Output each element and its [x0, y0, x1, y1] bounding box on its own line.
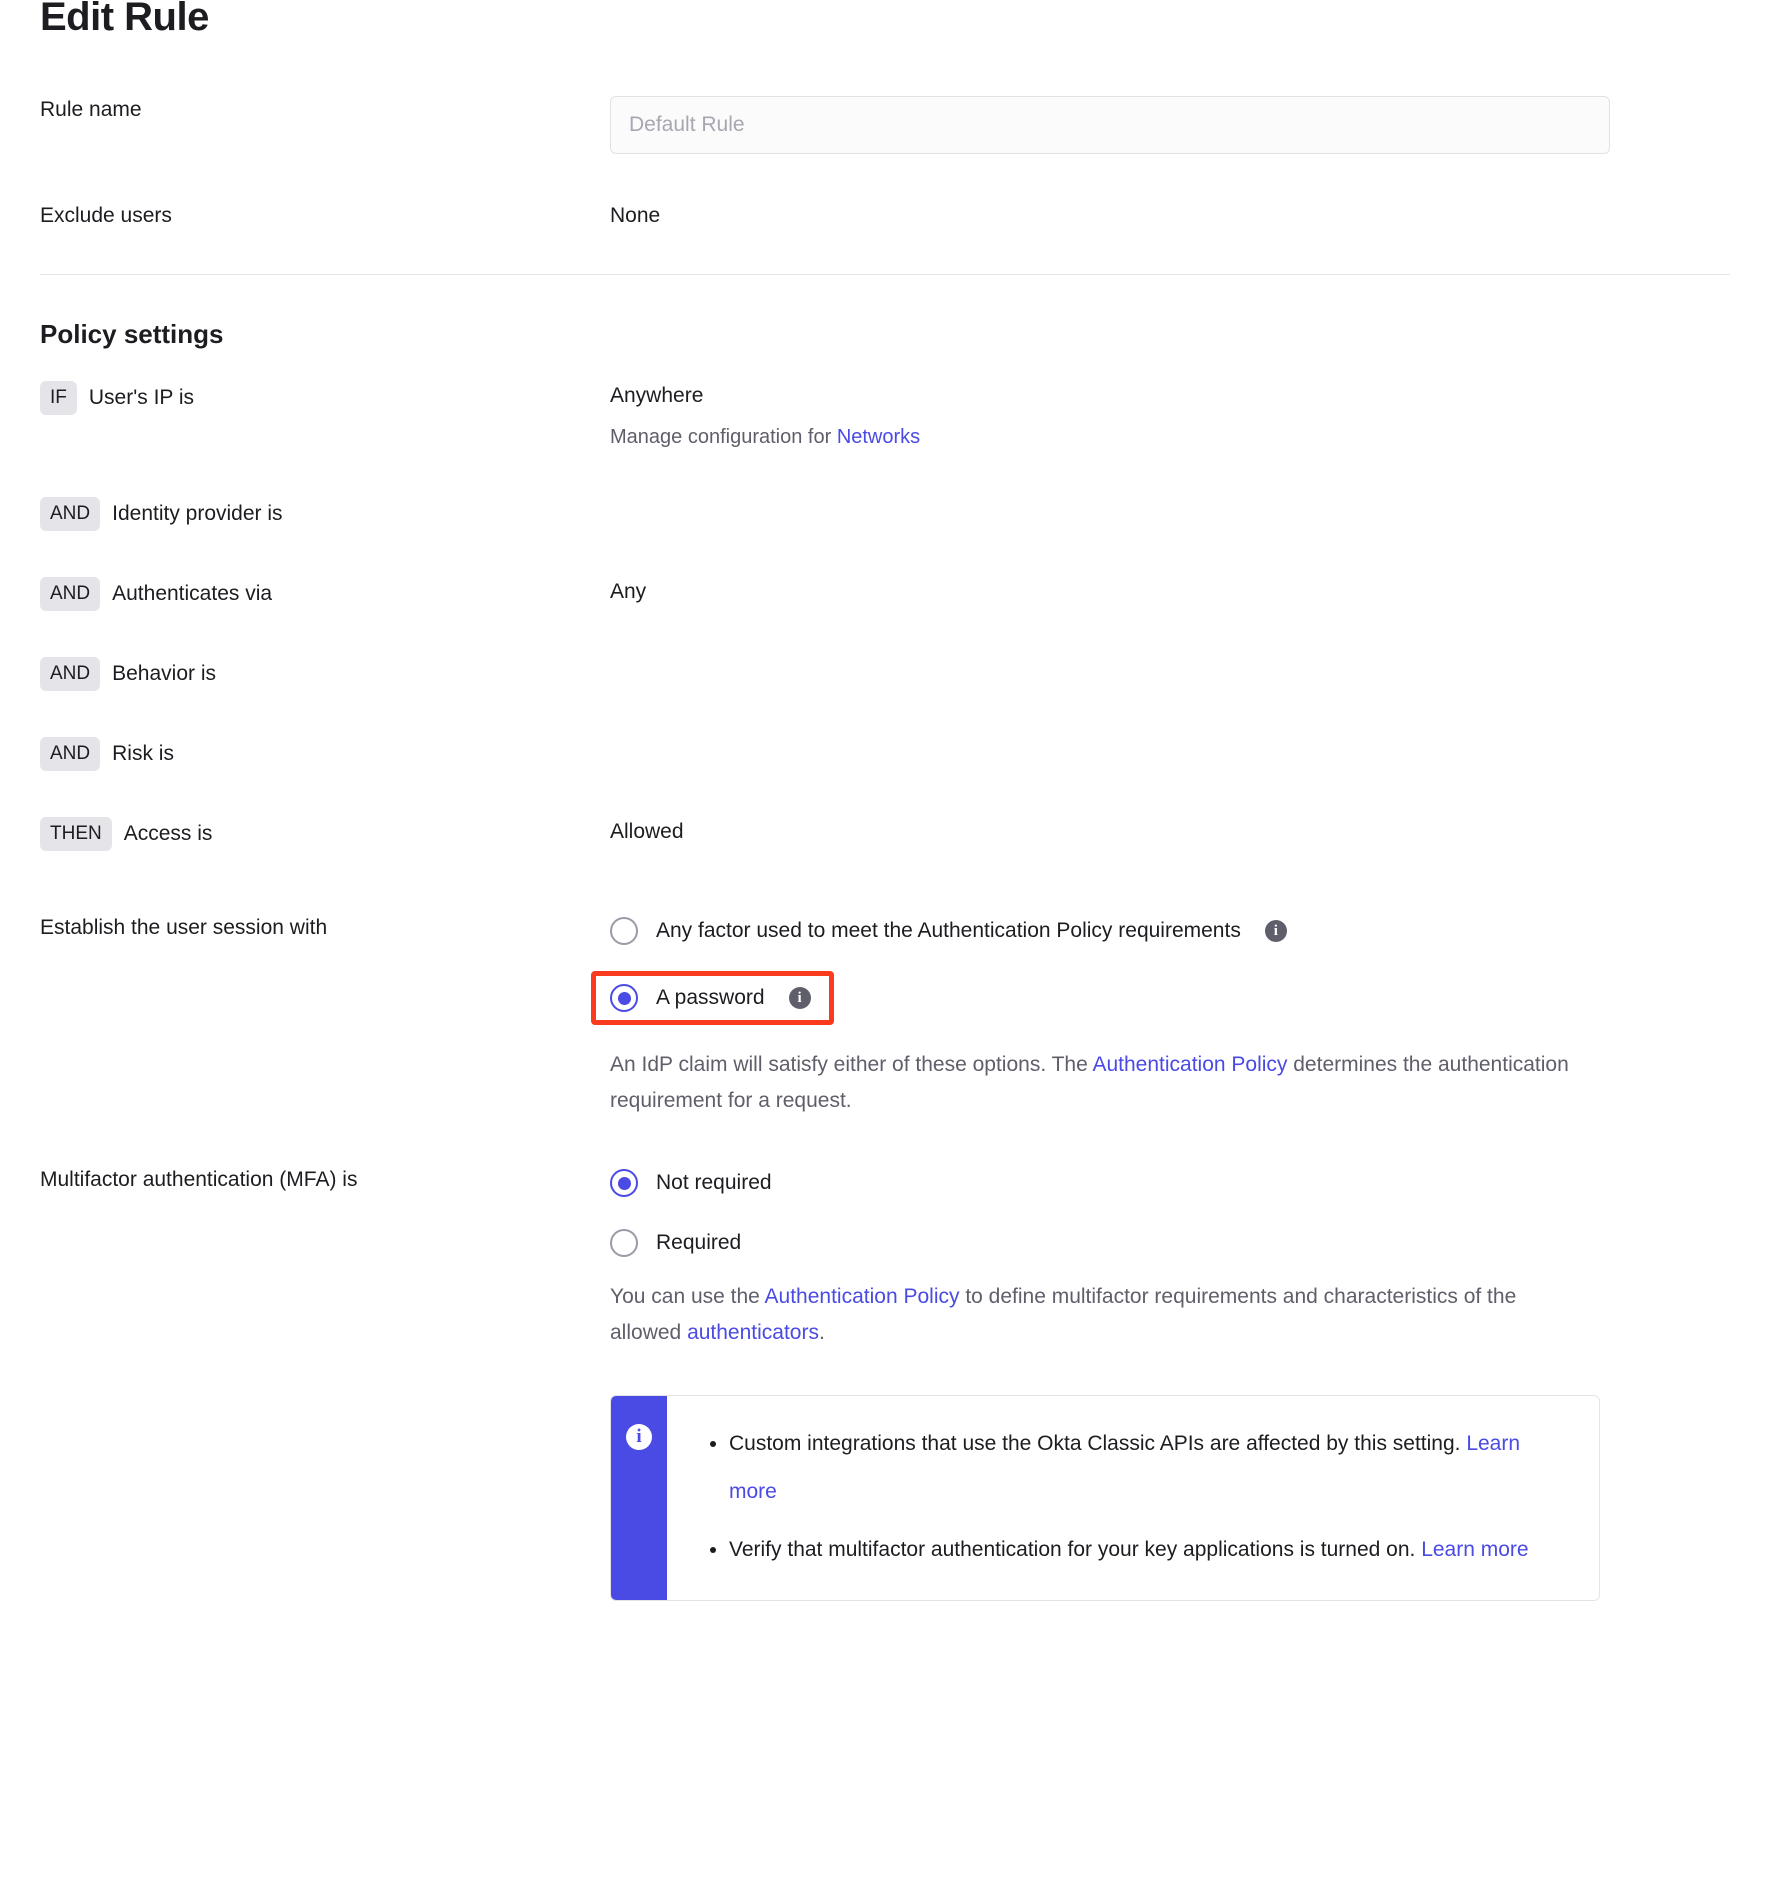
- condition-label-access: Access is: [123, 822, 213, 845]
- condition-label-risk: Risk is: [112, 742, 174, 765]
- page-title: Edit Rule: [40, 0, 209, 34]
- condition-value-authenticates-via: Any: [610, 580, 647, 603]
- session-helper-text: [610, 1047, 1600, 1119]
- session-label-wrap: [40, 913, 610, 943]
- authenticators-link[interactable]: authenticators: [687, 1321, 819, 1344]
- condition-row-access: [40, 817, 1730, 851]
- radio-not-required-icon[interactable]: [610, 1169, 638, 1197]
- learn-more-link-1[interactable]: Learn more: [729, 1432, 1521, 1503]
- condition-row-authenticates-via: [40, 577, 1730, 611]
- session-options: [610, 913, 1730, 1119]
- condition-value-access: Allowed: [610, 820, 684, 843]
- rule-name-label: Rule name: [40, 98, 142, 121]
- rule-name-input[interactable]: [610, 96, 1610, 154]
- callout-body: [667, 1396, 1599, 1600]
- condition-chip-and-4: AND: [40, 737, 100, 771]
- condition-label-user-ip: User's IP is: [88, 386, 195, 409]
- authentication-policy-link-2[interactable]: Authentication Policy: [764, 1285, 960, 1308]
- mfa-radio-group: [610, 1169, 1730, 1257]
- session-option-any-factor[interactable]: [610, 917, 1730, 945]
- info-icon-a-password[interactable]: i: [789, 987, 811, 1009]
- condition-left-authenticates-via: [40, 577, 610, 611]
- mfa-helper-part1: You can use the: [610, 1285, 765, 1308]
- callout-list: [703, 1420, 1569, 1574]
- mfa-option-required[interactable]: [610, 1229, 1730, 1257]
- mfa-helper-part3: .: [818, 1321, 825, 1344]
- session-option-password-wrap: [610, 971, 1730, 1025]
- session-radio-group: [610, 917, 1730, 1025]
- condition-row-behavior: [40, 657, 1730, 691]
- condition-chip-then: THEN: [40, 817, 112, 851]
- learn-more-link-2[interactable]: Learn more: [1421, 1538, 1529, 1561]
- condition-left-access: [40, 817, 610, 851]
- condition-row-user-ip: [40, 381, 1730, 451]
- exclude-users-row: [40, 202, 1730, 230]
- condition-label-identity-provider: Identity provider is: [112, 502, 283, 525]
- mfa-option-not-required[interactable]: [610, 1169, 1730, 1197]
- radio-required-icon[interactable]: [610, 1229, 638, 1257]
- condition-left-identity-provider: [40, 497, 610, 531]
- condition-row-identity-provider: [40, 497, 1730, 531]
- condition-label-authenticates-via: Authenticates via: [112, 582, 273, 605]
- session-helper-part1: An IdP claim will satisfy either of these options. The: [610, 1053, 1093, 1076]
- radio-any-factor-icon[interactable]: [610, 917, 638, 945]
- mfa-option-not-required-label: Not required: [656, 1171, 772, 1194]
- condition-chip-and-3: AND: [40, 657, 100, 691]
- info-icon-callout: i: [626, 1424, 652, 1450]
- rule-name-field-wrap: [610, 96, 1730, 154]
- session-row: [40, 913, 1730, 1119]
- condition-label-behavior: Behavior is: [112, 662, 217, 685]
- condition-chip-if: IF: [40, 381, 77, 415]
- mfa-option-required-label: Required: [656, 1231, 742, 1254]
- policy-settings-heading: Policy settings: [40, 319, 224, 349]
- condition-left-behavior: [40, 657, 610, 691]
- mfa-helper-text: [610, 1279, 1570, 1351]
- authentication-policy-link-1[interactable]: Authentication Policy: [1092, 1053, 1288, 1076]
- session-option-password-label: A password: [656, 986, 765, 1009]
- mfa-label-wrap: [40, 1165, 610, 1195]
- highlight-box-password-option[interactable]: [591, 971, 834, 1025]
- callout-item-1-text: Custom integrations that use the Okta Classic APIs are affected by this setting.: [729, 1432, 1467, 1455]
- list-item: [729, 1526, 1569, 1574]
- condition-value-user-ip: [610, 381, 1730, 451]
- condition-row-risk: [40, 737, 1730, 771]
- radio-a-password-icon[interactable]: [610, 984, 638, 1012]
- session-option-any-factor-label: Any factor used to meet the Authentication Policy requirements: [656, 919, 1241, 942]
- networks-link[interactable]: Networks: [836, 426, 921, 448]
- rule-name-row: [40, 96, 1730, 154]
- session-label: Establish the user session with: [40, 916, 328, 939]
- info-icon-any-factor[interactable]: i: [1265, 920, 1287, 942]
- mfa-row: [40, 1165, 1730, 1601]
- condition-value-text-user-ip: Anywhere: [610, 384, 704, 407]
- list-item: [729, 1420, 1569, 1516]
- section-divider: [40, 274, 1730, 275]
- exclude-users-label: Exclude users: [40, 204, 172, 227]
- info-callout: [610, 1395, 1600, 1601]
- exclude-users-value: None: [610, 204, 661, 227]
- session-helper-part2: determines the authentication requirement for a request.: [610, 1053, 1569, 1112]
- mfa-label: Multifactor authentication (MFA) is: [40, 1168, 358, 1191]
- mfa-options: [610, 1165, 1730, 1601]
- condition-chip-and-1: AND: [40, 497, 100, 531]
- condition-left-risk: [40, 737, 610, 771]
- condition-chip-and-2: AND: [40, 577, 100, 611]
- networks-config-note: [610, 423, 1730, 451]
- condition-left-user-ip: [40, 381, 610, 415]
- networks-config-note-text: Manage configuration for: [610, 426, 837, 448]
- callout-accent-bar: [611, 1396, 667, 1600]
- callout-item-2-text: Verify that multifactor authentication for your key applications is turned on.: [729, 1538, 1422, 1561]
- mfa-helper-part2: to define multifactor requirements and characteristics of the allowed: [610, 1285, 1517, 1344]
